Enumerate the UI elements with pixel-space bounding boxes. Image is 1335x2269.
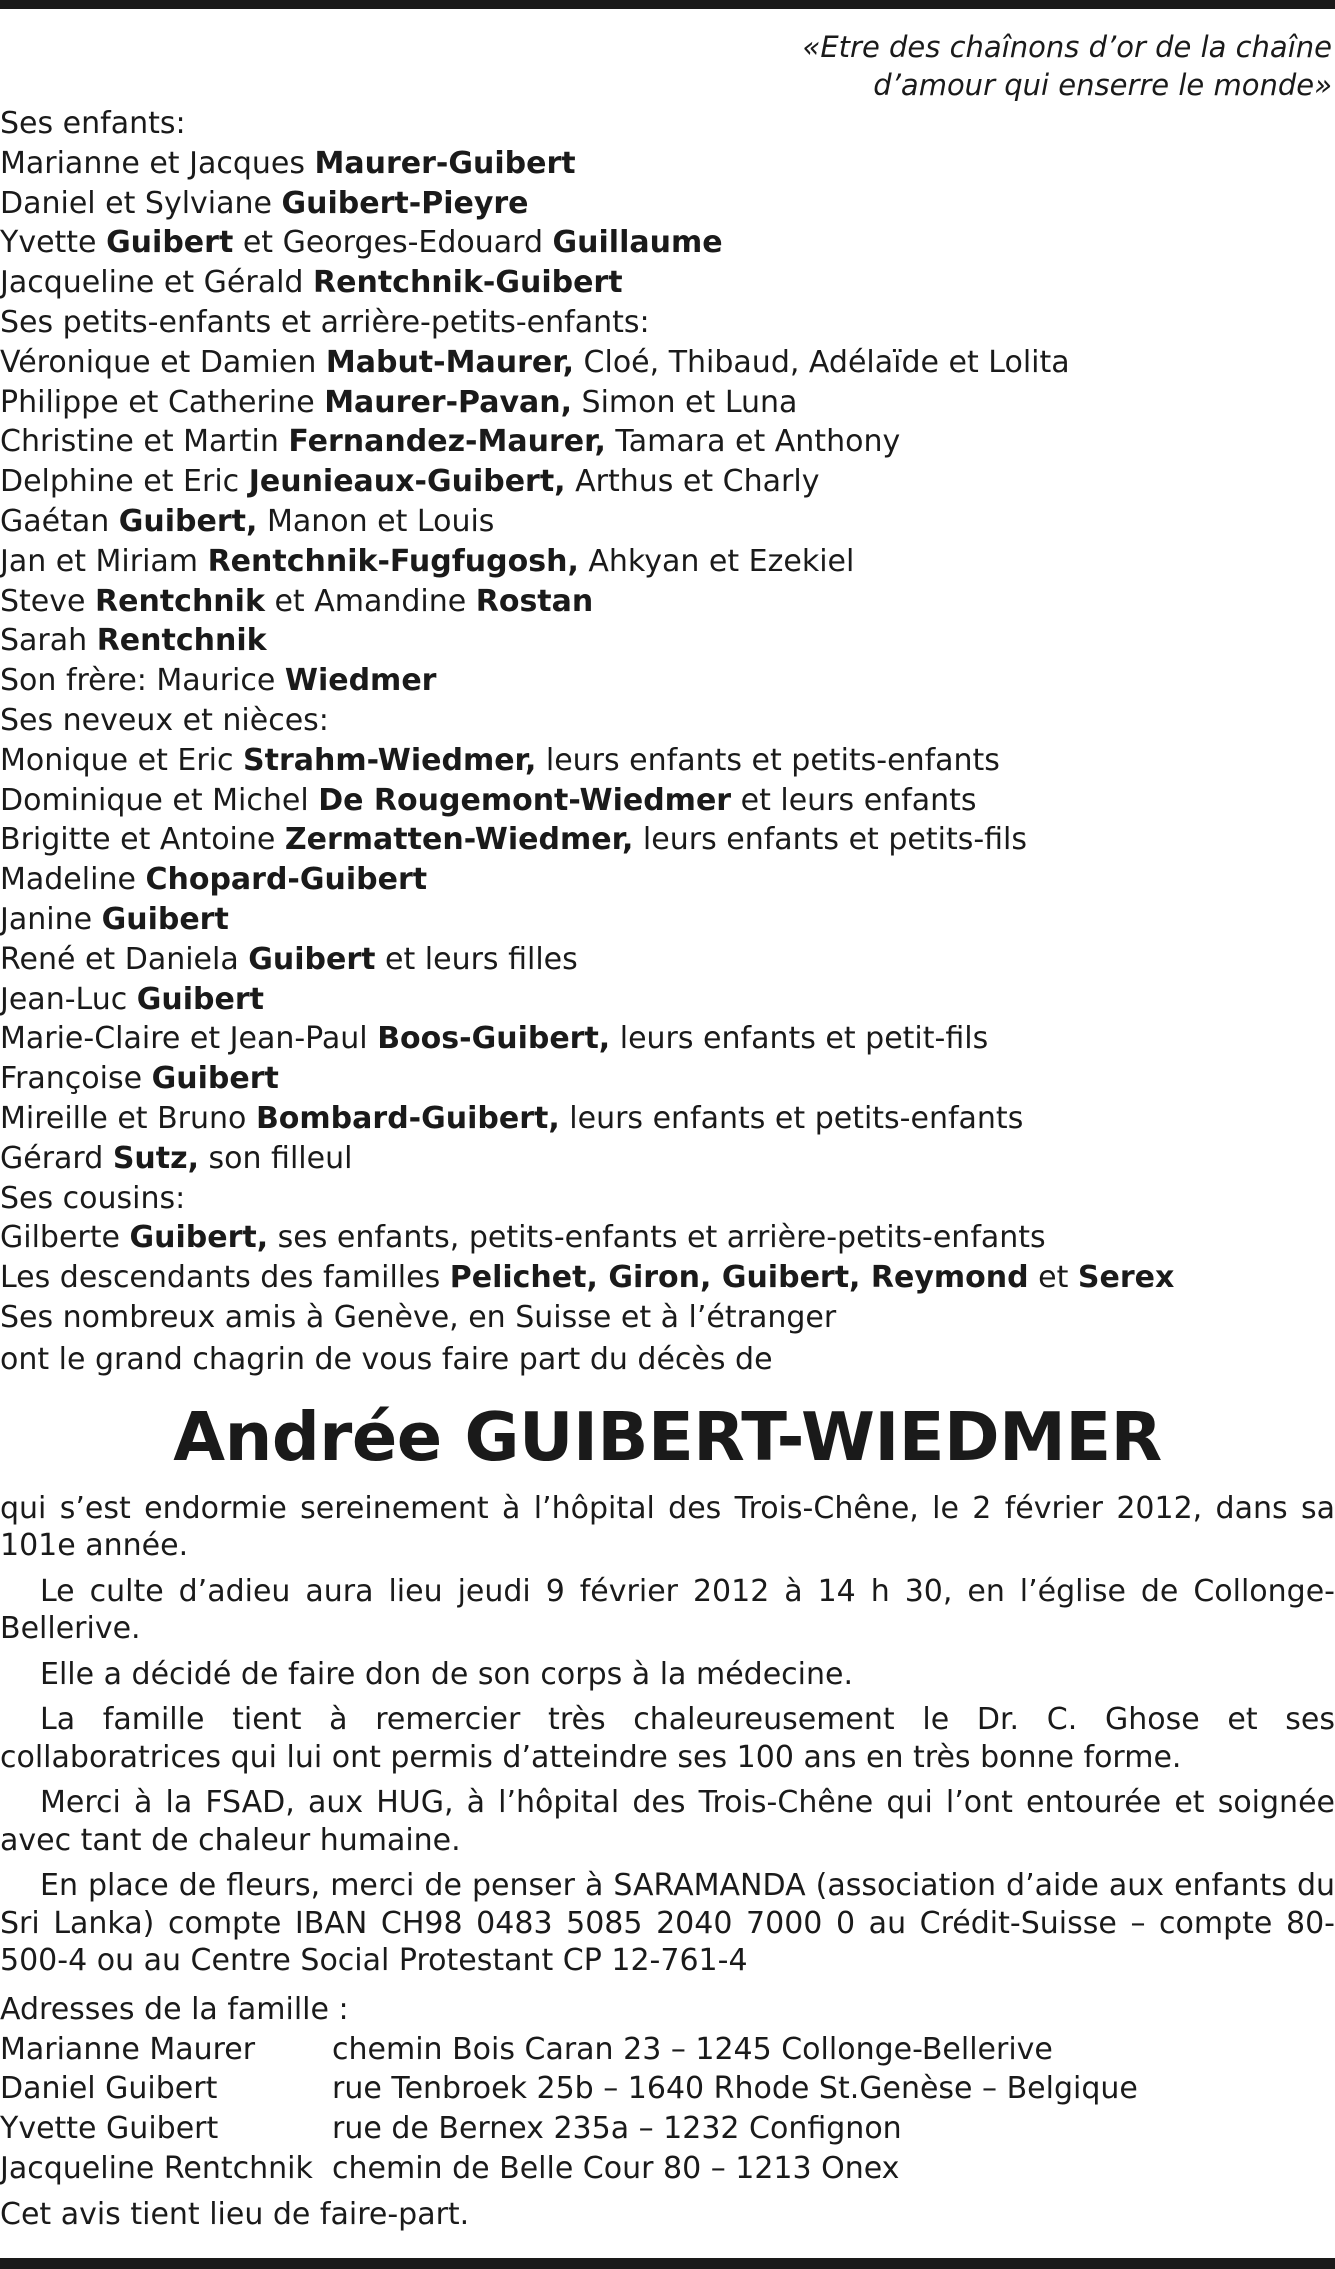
family-surname: Wiedmer [284,663,437,699]
family-line [0,144,1335,184]
family-line [0,1258,1335,1298]
family-line [0,462,1335,502]
family-text: Ses neveux et nièces: [0,702,329,738]
family-line [0,1059,1335,1099]
family-text: Madeline [0,862,146,898]
family-text: Cloé, Thibaud, Adélaïde et Lolita [574,344,1070,380]
address-name: Yvette Guibert [0,2111,219,2147]
family-line [0,661,1335,701]
family-surname: Serex [1077,1260,1175,1296]
family-text: Monique et Eric [0,742,244,778]
family-addresses [0,1990,1335,2189]
family-text: Tamara et Anthony [605,424,901,460]
paragraph: Elle a décidé de faire don de son corps à la médecine. [40,1656,853,1692]
epigraph-line: d’amour qui enserre le monde» [873,68,1332,102]
family-text: Ses nombreux amis à Genève, en Suisse et à l’étranger [0,1299,837,1335]
family-text: Gaétan [0,503,119,539]
address-value: rue Tenbroek 25b – 1640 Rhode St.Genèse – Belgique [332,2071,1138,2107]
address-row [0,2030,1335,2070]
family-surname: Guibert [248,941,376,977]
addresses-heading: Adresses de la famille : [0,1991,349,2027]
family-text: Ahkyan et Ezekiel [578,543,855,579]
family-text: Sarah [0,623,97,659]
family-line [0,343,1335,383]
family-text: Daniel et Sylviane [0,185,282,221]
family-text: leurs enfants et petits-fils [633,822,1028,858]
address-name: Daniel Guibert [0,2071,218,2107]
deceased-name: Andrée GUIBERT-WIEDMER [173,1397,1162,1476]
family-line [0,383,1335,423]
family-surname: Mabut-Maurer, [325,344,574,380]
obituary-notice [0,28,1335,2235]
family-text: et leurs filles [375,941,578,977]
family-line [0,582,1335,622]
family-line [0,502,1335,542]
paragraph: En place de fleurs, merci de penser à SARAMANDA (association d’aide aux enfants du Sri Lanka) compte IBAN CH98 0483 5085 2040 7000 0 au Crédit-Suisse – compte 80-500-4 ou au Centre Social Protestant CP 12-761-4 [0,1868,1335,1979]
family-surname: Strahm-Wiedmer, [243,742,537,778]
family-text: Philippe et Catherine [0,384,325,420]
family-text: leurs enfants et petits-enfants [536,742,1000,778]
family-surname: Rentchnik [96,623,267,659]
announcement-intro: ont le grand chagrin de vous faire part du décès de [0,1341,773,1377]
family-text: Ses cousins: [0,1180,186,1216]
family-line [0,184,1335,224]
family-surname: Bombard-Guibert, [255,1100,560,1136]
family-text: Yvette [0,225,107,261]
paragraph: Merci à la FSAD, aux HUG, à l’hôpital des Trois-Chêne qui l’ont entourée et soignée avec tant de chaleur humaine. [0,1785,1335,1858]
family-line [0,1218,1335,1258]
address-value: chemin Bois Caran 23 – 1245 Collonge-Bellerive [332,2031,1053,2067]
family-line [0,104,1335,144]
family-surname: Fernandez-Maurer, [288,424,606,460]
family-text: Ses enfants: [0,106,186,141]
family-surname: Guillaume [552,225,723,261]
family-surname: Jeunieaux-Guibert, [248,464,566,500]
family-surname: Guibert, [129,1220,269,1256]
bottom-rule [0,2258,1335,2269]
family-text: Janine [0,901,102,937]
family-surname: Pelichet, Giron, Guibert, Reymond [449,1260,1029,1296]
family-text: Marie-Claire et Jean-Paul [0,1021,378,1057]
family-text: Jacqueline et Gérald [0,265,314,301]
epigraph-quote [0,28,1335,104]
family-surname: Zermatten-Wiedmer, [284,822,634,858]
family-surname: De Rougemont-Wiedmer [318,782,732,818]
family-text: Jean-Luc [0,981,137,1017]
family-surname: Maurer-Pavan, [324,384,573,420]
address-name: Jacqueline Rentchnik [0,2150,313,2186]
family-text: ses enfants, petits-enfants et arrière-petits-enfants [268,1220,1046,1256]
family-surname: Sutz, [112,1140,199,1176]
family-text: Les descendants des familles [0,1260,450,1296]
family-surname: Rentchnik [95,583,265,619]
family-line [0,781,1335,821]
paragraph: qui s’est endormie sereinement à l’hôpital des Trois-Chêne, le 2 février 2012, dans sa 101e année. [0,1490,1335,1564]
family-text: Manon et Louis [257,503,495,539]
family-surname: Rentchnik-Guibert [313,265,623,301]
family-text: leurs enfants et petits-enfants [559,1100,1024,1136]
address-row [0,2109,1335,2149]
family-surname: Maurer-Guibert [314,145,576,181]
closing-note: Cet avis tient lieu de faire-part. [0,2196,470,2232]
family-line [0,1179,1335,1219]
address-value: chemin de Belle Cour 80 – 1213 Onex [332,2150,900,2186]
family-text: Gérard [0,1140,113,1176]
family-line [0,1099,1335,1139]
family-line [0,820,1335,860]
family-line [0,701,1335,741]
family-line [0,1019,1335,1059]
family-text: leurs enfants et petit-fils [610,1021,989,1057]
family-surname: Guibert [136,981,264,1017]
family-text: Véronique et Damien [0,344,326,380]
top-rule [0,0,1335,9]
family-line [0,980,1335,1020]
family-text: Christine et Martin [0,424,289,460]
family-line [0,303,1335,343]
family-text: et Amandine [264,583,476,619]
family-surname: Chopard-Guibert [145,862,428,898]
family-text: et Georges-Edouard [233,225,553,261]
family-line [0,223,1335,263]
family-text: Brigitte et Antoine [0,822,285,858]
family-surname: Rostan [475,583,594,619]
family-surname: Guibert [151,1061,279,1097]
family-surname: Guibert [101,901,229,937]
family-text: Delphine et Eric [0,464,249,500]
family-surname: Boos-Guibert, [377,1021,611,1057]
address-name: Marianne Maurer [0,2031,256,2067]
family-line [0,860,1335,900]
family-line [0,900,1335,940]
address-row [0,2069,1335,2109]
address-value: rue de Bernex 235a – 1232 Confignon [332,2111,902,2147]
address-row [0,2149,1335,2189]
family-line [0,542,1335,582]
paragraph: La famille tient à remercier très chaleureusement le Dr. C. Ghose et ses collaboratrices qui lui ont permis d’atteindre ses 100 ans en très bonne forme. [0,1702,1335,1775]
family-text: Son frère: Maurice [0,663,285,699]
family-text: Françoise [0,1061,152,1097]
family-line [0,422,1335,462]
family-text: Arthus et Charly [565,464,820,500]
family-text: Gilberte [0,1220,130,1256]
family-text: Simon et Luna [572,384,798,420]
family-text: René et Daniela [0,941,249,977]
family-line [0,621,1335,661]
family-line [0,1139,1335,1179]
family-surname: Guibert, [118,503,258,539]
family-text: Ses petits-enfants et arrière-petits-enfants: [0,304,650,340]
family-text: Mireille et Bruno [0,1100,256,1136]
paragraph: Le culte d’adieu aura lieu jeudi 9 février 2012 à 14 h 30, en l’église de Collonge-Bellerive. [0,1573,1335,1647]
family-line [0,741,1335,781]
notice-body [0,1490,1335,1980]
family-text: son filleul [198,1140,353,1176]
family-line [0,263,1335,303]
family-surname: Guibert-Pieyre [281,185,529,221]
family-list [0,104,1335,1338]
family-text: Dominique et Michel [0,782,319,818]
family-text: et leurs enfants [731,782,977,818]
family-line [0,940,1335,980]
family-text: et [1028,1260,1078,1296]
family-text: Steve [0,583,96,619]
family-surname: Guibert [106,225,234,261]
family-surname: Rentchnik-Fugfugosh, [207,543,579,579]
family-line [0,1298,1335,1338]
family-text: Jan et Miriam [0,543,208,579]
family-text: Marianne et Jacques [0,145,315,181]
epigraph-line: «Etre des chaînons d’or de la chaîne [802,30,1332,64]
